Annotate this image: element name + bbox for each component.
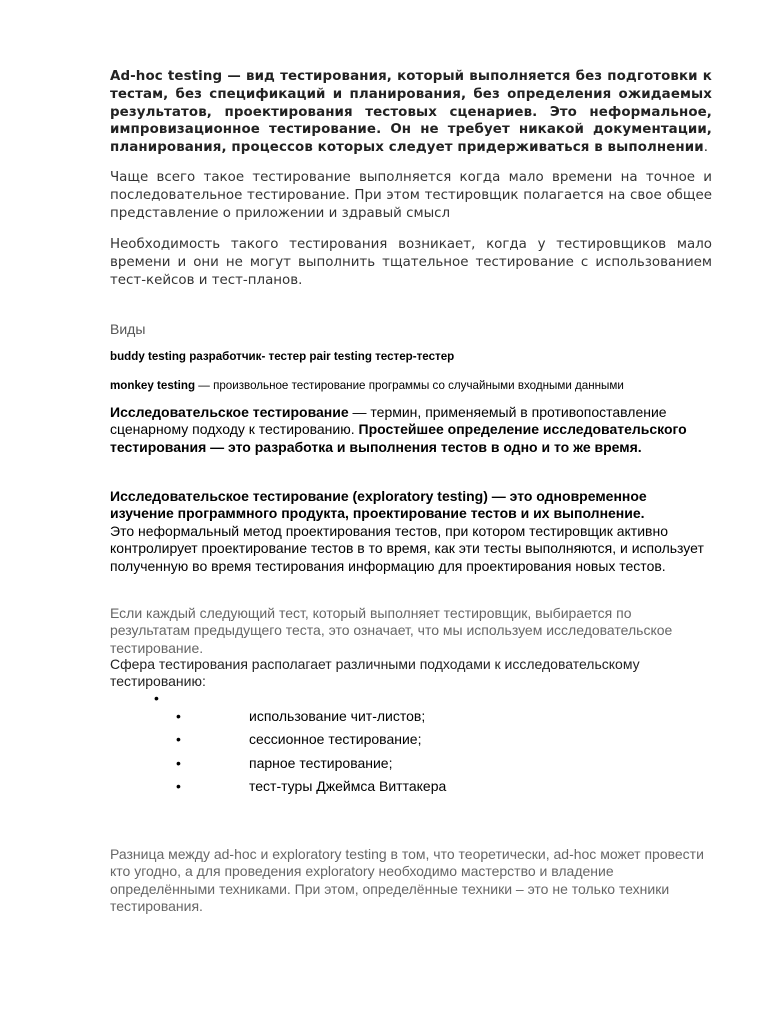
types-heading: Виды	[110, 321, 146, 337]
bullet-icon: •	[176, 708, 181, 724]
exploratory-term: Исследовательское тестирование	[110, 404, 349, 420]
exploratory-definition-paragraph	[110, 488, 712, 575]
exploratory-intro-paragraph	[110, 404, 712, 456]
simplest-definition: Простейшее определение исследовательского тестирования — это разработка и выполнения тестов в одно и то же время.	[110, 421, 687, 455]
adhoc-definition-bold: Ad-hoc testing — вид тестирования, который выполняется без подготовки к тестам, без спецификаций и планирования, без определения ожидаемых результатов, проектирования тестовых сценариев. Это неформальное, импровизационное тестирование. Он не требует никакой документации, планирования, процессов которых следует придерживаться в выполнении	[110, 69, 712, 156]
adhoc-definition-end: .	[703, 140, 709, 156]
list-item-text: сессионное тестирование;	[249, 731, 422, 748]
list-item-text: парное тестирование;	[249, 754, 393, 771]
difference-paragraph: Разница между ad-hoc и exploratory testing в том, что теоретически, ad-hoc может провести кто угодно, а для проведения exploratory необходимо мастерство и владение определёнными техниками. При этом, определённые техники – это не только техники тестирования.	[110, 846, 704, 915]
when-used-paragraph: Чаще всего такое тестирование выполняется когда мало времени на точное и последовательное тестирование. При этом тестировщик полагается на свое общее представление о приложении и здравый смысл	[110, 170, 712, 221]
monkey-testing-description: — произвольное тестирование программы со случайными входными данными	[195, 379, 624, 392]
bullet-icon: •	[176, 754, 181, 771]
exploratory-intro-text: — термин, применяемый в противопоставление сценарному подходу к тестированию.	[110, 404, 667, 438]
buddy-testing-line: buddy testing разработчик- тестер pair testing тестер-тестер	[110, 350, 455, 363]
approaches-paragraph: Сфера тестирования располагает различными подходами к исследовательскому тестированию:	[110, 656, 640, 690]
informal-method-text: Это неформальный метод проектирования тестов, при котором тестировщик активно контролирует проектирование тестов в то время, как эти тесты выполняются, и использует полученную во время тестирования информацию для проектирования новых тестов.	[110, 522, 704, 574]
list-item-text: использование чит-листов;	[249, 708, 426, 724]
bullet-icon: •	[176, 731, 181, 748]
adhoc-definition-paragraph	[110, 68, 712, 157]
list-item	[176, 755, 716, 778]
next-test-paragraph: Если каждый следующий тест, который выполняет тестировщик, выбирается по результатам предыдущего теста, это означает, что мы используем исследовательское тестирование.	[110, 605, 673, 656]
list-item	[176, 778, 716, 801]
list-item-text: тест-туры Джеймса Виттакера	[249, 777, 447, 794]
monkey-testing-line	[110, 379, 712, 393]
list-item	[176, 708, 716, 731]
approaches-list	[176, 708, 716, 801]
necessity-paragraph: Необходимость такого тестирования возникает, когда у тестировщиков мало времени и они не могут выполнить тщательное тестирование с использованием тест-кейсов и тест-планов.	[110, 237, 712, 288]
empty-bullet: •	[154, 690, 159, 706]
bullet-icon: •	[176, 777, 181, 794]
list-item	[176, 731, 716, 754]
monkey-testing-term: monkey testing	[110, 379, 196, 392]
exploratory-definition-bold: Исследовательское тестирование (exploratory testing) — это одновременное изучение программного продукта, проектирование тестов и их выполнение.	[110, 488, 647, 522]
